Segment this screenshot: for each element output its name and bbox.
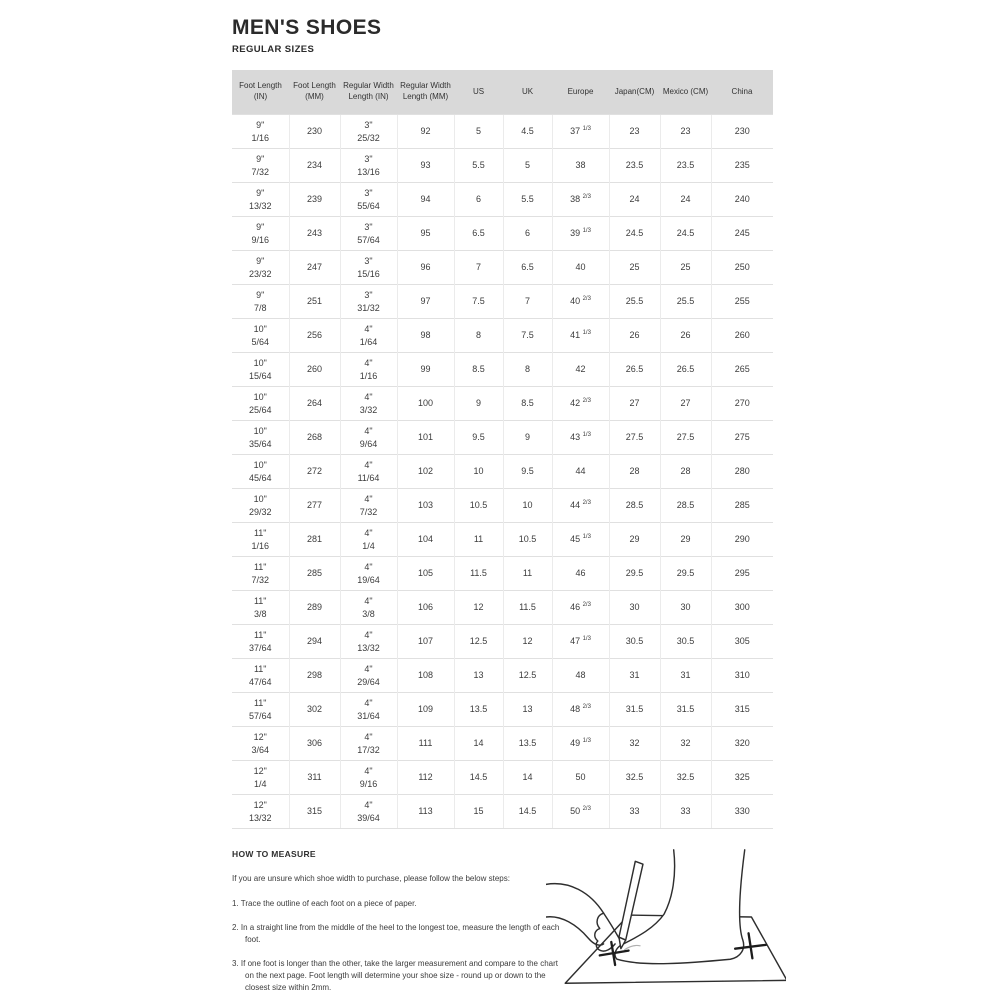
table-cell: 50 $^{2/3}$ xyxy=(552,795,609,829)
table-cell: 12" 13/32 xyxy=(232,795,289,829)
table-cell: 32.5 xyxy=(609,761,660,795)
table-cell: 10" 5/64 xyxy=(232,319,289,353)
table-cell: 43 $^{1/3}$ xyxy=(552,421,609,455)
table-cell: 6.5 xyxy=(503,251,552,285)
table-cell: 11 xyxy=(503,557,552,591)
table-cell: 4" 11/64 xyxy=(340,455,397,489)
table-cell: 4" 9/16 xyxy=(340,761,397,795)
table-cell: 9" 1/16 xyxy=(232,115,289,149)
table-cell: 235 xyxy=(711,149,773,183)
table-cell: 306 xyxy=(289,727,340,761)
how-to-step-3: 3. If one foot is longer than the other, take the larger measurement and compare to the chart on the next page. Foot length will determine your shoe size - round up or down to the closest size within 2mm. xyxy=(232,959,558,992)
table-cell: 25 xyxy=(660,251,711,285)
table-cell: 6 xyxy=(503,217,552,251)
table-cell: 11.5 xyxy=(454,557,503,591)
table-cell: 106 xyxy=(397,591,454,625)
table-cell: 260 xyxy=(711,319,773,353)
table-cell: 272 xyxy=(289,455,340,489)
table-cell: 11" 3/8 xyxy=(232,591,289,625)
table-cell: 9" 13/32 xyxy=(232,183,289,217)
table-cell: 49 $^{1/3}$ xyxy=(552,727,609,761)
table-cell: 13 xyxy=(454,659,503,693)
table-cell: 27 xyxy=(660,387,711,421)
table-cell: 100 xyxy=(397,387,454,421)
table-cell: 4" 3/8 xyxy=(340,591,397,625)
table-cell: 251 xyxy=(289,285,340,319)
table-cell: 42 xyxy=(552,353,609,387)
table-cell: 280 xyxy=(711,455,773,489)
table-cell: 24 xyxy=(660,183,711,217)
table-row xyxy=(232,659,773,693)
table-cell: 30 xyxy=(660,591,711,625)
foot-measure-illustration xyxy=(546,849,786,1000)
table-cell: 8.5 xyxy=(503,387,552,421)
table-row xyxy=(232,795,773,829)
table-cell: 9 xyxy=(503,421,552,455)
table-cell: 108 xyxy=(397,659,454,693)
table-cell: 29 xyxy=(660,523,711,557)
how-to-step-2: 2. In a straight line from the middle of the heel to the longest toe, measure the length of each foot. xyxy=(232,923,560,944)
table-cell: 25.5 xyxy=(609,285,660,319)
table-cell: 10.5 xyxy=(454,489,503,523)
table-cell: 30.5 xyxy=(609,625,660,659)
table-cell: 9" 7/32 xyxy=(232,149,289,183)
table-cell: 315 xyxy=(289,795,340,829)
table-cell: 10 xyxy=(503,489,552,523)
table-cell: 27.5 xyxy=(609,421,660,455)
table-cell: 112 xyxy=(397,761,454,795)
table-row xyxy=(232,727,773,761)
table-cell: 5.5 xyxy=(454,149,503,183)
table-cell: 5.5 xyxy=(503,183,552,217)
table-cell: 325 xyxy=(711,761,773,795)
table-cell: 230 xyxy=(711,115,773,149)
table-cell: 5 xyxy=(454,115,503,149)
table-cell: 30 xyxy=(609,591,660,625)
table-cell: 6 xyxy=(454,183,503,217)
table-row xyxy=(232,421,773,455)
table-cell: 4" 17/32 xyxy=(340,727,397,761)
table-cell: 44 $^{2/3}$ xyxy=(552,489,609,523)
table-cell: 330 xyxy=(711,795,773,829)
table-cell: 103 xyxy=(397,489,454,523)
table-cell: 104 xyxy=(397,523,454,557)
table-cell: 4.5 xyxy=(503,115,552,149)
table-cell: 50 xyxy=(552,761,609,795)
table-cell: 298 xyxy=(289,659,340,693)
table-cell: 300 xyxy=(711,591,773,625)
table-cell: 264 xyxy=(289,387,340,421)
table-cell: 26.5 xyxy=(660,353,711,387)
table-cell: 3" 55/64 xyxy=(340,183,397,217)
table-cell: 94 xyxy=(397,183,454,217)
column-header: UK xyxy=(503,70,552,115)
table-cell: 93 xyxy=(397,149,454,183)
table-cell: 277 xyxy=(289,489,340,523)
table-cell: 45 $^{1/3}$ xyxy=(552,523,609,557)
table-cell: 99 xyxy=(397,353,454,387)
table-cell: 245 xyxy=(711,217,773,251)
table-row xyxy=(232,285,773,319)
table-cell: 315 xyxy=(711,693,773,727)
table-cell: 101 xyxy=(397,421,454,455)
table-cell: 289 xyxy=(289,591,340,625)
table-row xyxy=(232,149,773,183)
table-cell: 7 xyxy=(454,251,503,285)
table-cell: 44 xyxy=(552,455,609,489)
table-cell: 4" 39/64 xyxy=(340,795,397,829)
table-cell: 26 xyxy=(660,319,711,353)
table-cell: 250 xyxy=(711,251,773,285)
page-title: MEN'S SHOES xyxy=(232,16,382,39)
table-cell: 9" 9/16 xyxy=(232,217,289,251)
table-cell: 26 xyxy=(609,319,660,353)
size-conversion-table xyxy=(232,70,773,829)
table-cell: 12.5 xyxy=(454,625,503,659)
table-cell: 29 xyxy=(609,523,660,557)
table-cell: 10" 25/64 xyxy=(232,387,289,421)
table-cell: 4" 19/64 xyxy=(340,557,397,591)
table-cell: 28.5 xyxy=(660,489,711,523)
table-cell: 13.5 xyxy=(454,693,503,727)
table-cell: 111 xyxy=(397,727,454,761)
table-row xyxy=(232,319,773,353)
table-cell: 12 xyxy=(454,591,503,625)
table-cell: 105 xyxy=(397,557,454,591)
table-cell: 12.5 xyxy=(503,659,552,693)
table-row xyxy=(232,523,773,557)
column-header: Mexico (CM) xyxy=(660,70,711,115)
table-cell: 14.5 xyxy=(454,761,503,795)
table-cell: 268 xyxy=(289,421,340,455)
table-cell: 38 $^{2/3}$ xyxy=(552,183,609,217)
table-row xyxy=(232,115,773,149)
table-row xyxy=(232,489,773,523)
table-cell: 47 $^{1/3}$ xyxy=(552,625,609,659)
table-cell: 270 xyxy=(711,387,773,421)
table-cell: 4" 3/32 xyxy=(340,387,397,421)
column-header: Japan(CM) xyxy=(609,70,660,115)
table-header-row xyxy=(232,70,773,115)
table-row xyxy=(232,455,773,489)
table-cell: 48 $^{2/3}$ xyxy=(552,693,609,727)
table-row xyxy=(232,761,773,795)
table-cell: 310 xyxy=(711,659,773,693)
table-row xyxy=(232,353,773,387)
table-cell: 239 xyxy=(289,183,340,217)
table-cell: 4" 1/64 xyxy=(340,319,397,353)
table-row xyxy=(232,183,773,217)
table-cell: 8 xyxy=(503,353,552,387)
table-cell: 46 $^{2/3}$ xyxy=(552,591,609,625)
table-cell: 294 xyxy=(289,625,340,659)
how-to-step-1: 1. Trace the outline of each foot on a piece of paper. xyxy=(232,898,417,908)
table-cell: 28 xyxy=(609,455,660,489)
table-cell: 38 xyxy=(552,149,609,183)
table-cell: 32 xyxy=(660,727,711,761)
table-cell: 23 xyxy=(660,115,711,149)
table-cell: 4" 13/32 xyxy=(340,625,397,659)
table-cell: 11" 37/64 xyxy=(232,625,289,659)
table-cell: 8 xyxy=(454,319,503,353)
table-cell: 10" 29/32 xyxy=(232,489,289,523)
column-header: Foot Length (IN) xyxy=(232,70,289,115)
table-cell: 265 xyxy=(711,353,773,387)
table-cell: 37 $^{1/3}$ xyxy=(552,115,609,149)
table-cell: 24 xyxy=(609,183,660,217)
table-cell: 97 xyxy=(397,285,454,319)
page-subtitle: REGULAR SIZES xyxy=(232,44,315,55)
table-cell: 4" 31/64 xyxy=(340,693,397,727)
table-cell: 230 xyxy=(289,115,340,149)
how-to-intro: If you are unsure which shoe width to purchase, please follow the below steps: xyxy=(232,874,510,883)
table-cell: 12" 3/64 xyxy=(232,727,289,761)
table-cell: 31 xyxy=(660,659,711,693)
table-cell: 29.5 xyxy=(660,557,711,591)
table-cell: 24.5 xyxy=(660,217,711,251)
table-cell: 255 xyxy=(711,285,773,319)
table-cell: 12" 1/4 xyxy=(232,761,289,795)
table-row xyxy=(232,557,773,591)
table-cell: 10" 45/64 xyxy=(232,455,289,489)
table-cell: 39 $^{1/3}$ xyxy=(552,217,609,251)
table-cell: 26.5 xyxy=(609,353,660,387)
table-cell: 10" 15/64 xyxy=(232,353,289,387)
table-cell: 96 xyxy=(397,251,454,285)
table-cell: 4" 7/32 xyxy=(340,489,397,523)
table-row xyxy=(232,217,773,251)
table-cell: 10 xyxy=(454,455,503,489)
table-row xyxy=(232,591,773,625)
table-cell: 28.5 xyxy=(609,489,660,523)
table-cell: 3" 15/16 xyxy=(340,251,397,285)
table-cell: 27 xyxy=(609,387,660,421)
table-cell: 14 xyxy=(503,761,552,795)
how-to-measure-heading: HOW TO MEASURE xyxy=(232,849,316,859)
table-cell: 98 xyxy=(397,319,454,353)
table-cell: 11" 1/16 xyxy=(232,523,289,557)
column-header: Regular Width Length (MM) xyxy=(397,70,454,115)
table-cell: 42 $^{2/3}$ xyxy=(552,387,609,421)
table-cell: 32.5 xyxy=(660,761,711,795)
table-cell: 27.5 xyxy=(660,421,711,455)
table-cell: 48 xyxy=(552,659,609,693)
table-cell: 275 xyxy=(711,421,773,455)
table-cell: 285 xyxy=(289,557,340,591)
table-cell: 11" 47/64 xyxy=(232,659,289,693)
table-cell: 6.5 xyxy=(454,217,503,251)
table-cell: 14 xyxy=(454,727,503,761)
table-cell: 4" 29/64 xyxy=(340,659,397,693)
table-cell: 95 xyxy=(397,217,454,251)
table-cell: 14.5 xyxy=(503,795,552,829)
table-cell: 7 xyxy=(503,285,552,319)
column-header: China xyxy=(711,70,773,115)
table-cell: 40 $^{2/3}$ xyxy=(552,285,609,319)
table-cell: 305 xyxy=(711,625,773,659)
table-cell: 7.5 xyxy=(454,285,503,319)
table-cell: 285 xyxy=(711,489,773,523)
content-column xyxy=(232,16,773,1000)
column-header: US xyxy=(454,70,503,115)
table-cell: 4" 1/16 xyxy=(340,353,397,387)
foot-tracing-drawing xyxy=(546,849,786,1000)
table-cell: 11" 57/64 xyxy=(232,693,289,727)
table-row xyxy=(232,251,773,285)
table-cell: 32 xyxy=(609,727,660,761)
table-cell: 31.5 xyxy=(660,693,711,727)
table-cell: 10.5 xyxy=(503,523,552,557)
column-header: Foot Length (MM) xyxy=(289,70,340,115)
table-cell: 256 xyxy=(289,319,340,353)
table-cell: 31 xyxy=(609,659,660,693)
table-cell: 4" 1/4 xyxy=(340,523,397,557)
table-cell: 28 xyxy=(660,455,711,489)
table-cell: 311 xyxy=(289,761,340,795)
table-cell: 113 xyxy=(397,795,454,829)
column-header: Europe xyxy=(552,70,609,115)
table-cell: 11.5 xyxy=(503,591,552,625)
table-cell: 9.5 xyxy=(454,421,503,455)
table-cell: 240 xyxy=(711,183,773,217)
table-cell: 281 xyxy=(289,523,340,557)
table-row xyxy=(232,625,773,659)
table-cell: 3" 25/32 xyxy=(340,115,397,149)
table-cell: 41 $^{1/3}$ xyxy=(552,319,609,353)
table-cell: 25.5 xyxy=(660,285,711,319)
table-cell: 9.5 xyxy=(503,455,552,489)
table-cell: 13.5 xyxy=(503,727,552,761)
table-cell: 30.5 xyxy=(660,625,711,659)
table-cell: 302 xyxy=(289,693,340,727)
table-cell: 3" 13/16 xyxy=(340,149,397,183)
table-cell: 33 xyxy=(660,795,711,829)
table-cell: 3" 31/32 xyxy=(340,285,397,319)
table-cell: 31.5 xyxy=(609,693,660,727)
hand-outline xyxy=(546,884,619,938)
table-cell: 295 xyxy=(711,557,773,591)
table-cell: 11" 7/32 xyxy=(232,557,289,591)
column-header: Regular Width Length (IN) xyxy=(340,70,397,115)
how-to-measure-section xyxy=(232,849,773,1000)
table-cell: 109 xyxy=(397,693,454,727)
hand-outline-lower xyxy=(546,917,604,945)
table-cell: 23.5 xyxy=(660,149,711,183)
table-row xyxy=(232,387,773,421)
table-cell: 15 xyxy=(454,795,503,829)
table-cell: 9" 23/32 xyxy=(232,251,289,285)
table-cell: 23.5 xyxy=(609,149,660,183)
table-cell: 33 xyxy=(609,795,660,829)
table-cell: 247 xyxy=(289,251,340,285)
table-cell: 23 xyxy=(609,115,660,149)
table-cell: 102 xyxy=(397,455,454,489)
table-cell: 7.5 xyxy=(503,319,552,353)
table-cell: 12 xyxy=(503,625,552,659)
table-cell: 13 xyxy=(503,693,552,727)
table-cell: 10" 35/64 xyxy=(232,421,289,455)
table-cell: 4" 9/64 xyxy=(340,421,397,455)
table-cell: 290 xyxy=(711,523,773,557)
table-cell: 9 xyxy=(454,387,503,421)
table-row xyxy=(232,693,773,727)
table-cell: 320 xyxy=(711,727,773,761)
table-cell: 260 xyxy=(289,353,340,387)
table-cell: 25 xyxy=(609,251,660,285)
table-cell: 40 xyxy=(552,251,609,285)
table-cell: 9" 7/8 xyxy=(232,285,289,319)
table-cell: 3" 57/64 xyxy=(340,217,397,251)
table-cell: 107 xyxy=(397,625,454,659)
table-cell: 5 xyxy=(503,149,552,183)
table-cell: 92 xyxy=(397,115,454,149)
table-cell: 11 xyxy=(454,523,503,557)
table-cell: 46 xyxy=(552,557,609,591)
table-cell: 24.5 xyxy=(609,217,660,251)
table-cell: 234 xyxy=(289,149,340,183)
table-cell: 243 xyxy=(289,217,340,251)
table-cell: 29.5 xyxy=(609,557,660,591)
table-cell: 8.5 xyxy=(454,353,503,387)
